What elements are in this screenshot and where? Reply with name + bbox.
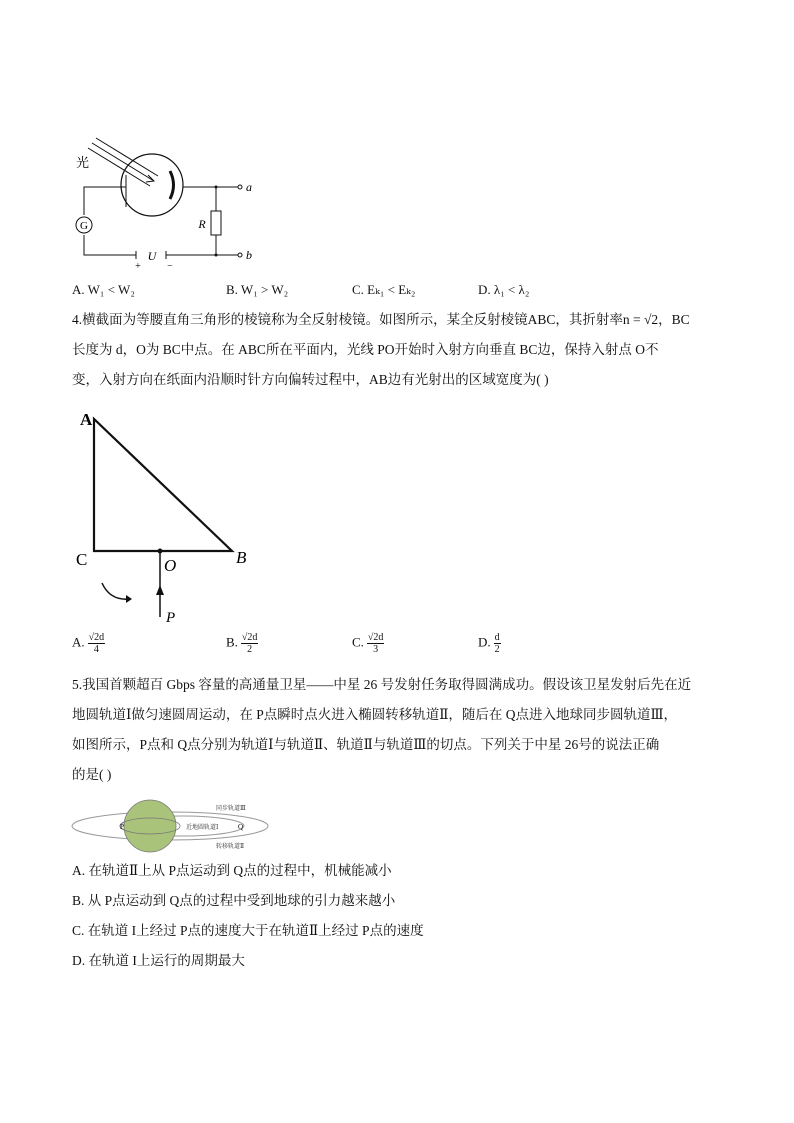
rotation-arrow <box>102 583 130 599</box>
q5-line-2: 地圆轨道Ⅰ做匀速圆周运动，在 P点瞬时点火进入椭圆转移轨道Ⅱ，随后在 Q点进入地球同步圆轨道Ⅲ， <box>72 707 678 722</box>
q4-option-c[interactable]: C. $\frac{√2d}{3}$ <box>352 632 384 655</box>
orbit-2-label: 转移轨道Ⅱ <box>216 844 245 850</box>
prism-triangle <box>94 419 232 551</box>
q4-line-1: 4.横截面为等腰直角三角形的棱镜称为全反射棱镜。如图所示，某全反射棱镜ABC，其折射率n = √2，BC <box>72 312 690 327</box>
q5-option-c[interactable]: C. 在轨道 I上经过 P点的速度大于在轨道Ⅱ上经过 P点的速度 <box>72 923 424 938</box>
q4-stem <box>72 305 722 395</box>
prism-figure <box>70 405 270 630</box>
galvanometer-label: G <box>80 220 88 232</box>
photoelectric-circuit-figure <box>70 135 260 275</box>
orbit-3-label: 同步轨道Ⅲ <box>216 806 246 812</box>
q5-option-a[interactable]: A. 在轨道Ⅱ上从 P点运动到 Q点的过程中，机械能减小 <box>72 863 392 878</box>
light-label: 光 <box>76 155 90 170</box>
q3-option-a[interactable]: A. W₁ < W₂ <box>72 282 135 297</box>
terminal-a-label: a <box>246 180 252 194</box>
label-o: O <box>164 556 177 575</box>
phototube-cathode <box>170 171 174 199</box>
q5-option-b[interactable]: B. 从 P点运动到 Q点的过程中受到地球的引力越来越小 <box>72 893 396 908</box>
q5-line-1: 5.我国首颗超百 Gbps 容量的高通量卫星——中星 26 号发射任务取得圆满成功。假设该卫星发射后先在近 <box>72 677 692 692</box>
resistor-label: R <box>198 217 206 231</box>
q5-options <box>72 856 722 976</box>
voltage-label: U <box>147 249 157 263</box>
terminal-b-label: b <box>246 248 252 262</box>
q3-option-b[interactable]: B. W₁ > W₂ <box>226 282 289 297</box>
q5-line-4: 的是( ) <box>72 767 112 782</box>
q4-line-3: 变，入射方向在纸面内沿顺时针方向偏转过程中，AB边有光射出的区域宽度为( ) <box>72 372 549 387</box>
terminal-b <box>238 253 242 257</box>
earth <box>124 800 176 852</box>
q5-stem <box>72 670 722 790</box>
resistor <box>211 211 221 235</box>
q4-option-d[interactable]: D. $\frac{d}{2}$ <box>478 632 500 655</box>
q4-line-2: 长度为 d，O为 BC中点。在 ABC所在平面内，光线 PO开始时入射方向垂直 BC边，保持入射点 O不 <box>72 342 659 357</box>
voltage-plus: + <box>135 261 141 272</box>
q4-option-b[interactable]: B. $\frac{√2d}{2}$ <box>226 632 258 655</box>
q3-option-d[interactable]: D. λ₁ < λ₂ <box>478 282 530 297</box>
orbit-figure <box>70 798 270 854</box>
ray-arrow <box>156 585 164 595</box>
q5-line-3: 如图所示，P点和 Q点分别为轨道Ⅰ与轨道Ⅱ、轨道Ⅱ与轨道Ⅲ的切点。下列关于中星 26号的说法正确 <box>72 737 660 752</box>
voltage-minus: − <box>167 261 173 272</box>
q4-option-a[interactable]: A. $\frac{√2d}{4}$ <box>72 632 105 655</box>
label-a: A <box>80 410 93 429</box>
light-rays <box>88 138 158 186</box>
label-p: P <box>166 610 176 626</box>
point-q-label: Q <box>238 823 244 831</box>
label-b: B <box>236 548 247 567</box>
terminal-a <box>238 185 242 189</box>
orbit-1-label: 近地圆轨道Ⅰ <box>186 825 219 831</box>
q5-option-d[interactable]: D. 在轨道 I上运行的周期最大 <box>72 953 245 968</box>
point-p-label: P <box>120 823 124 831</box>
q3-option-c[interactable]: C. Eₖ₁ < Eₖ₂ <box>352 282 416 297</box>
label-c: C <box>76 550 88 569</box>
